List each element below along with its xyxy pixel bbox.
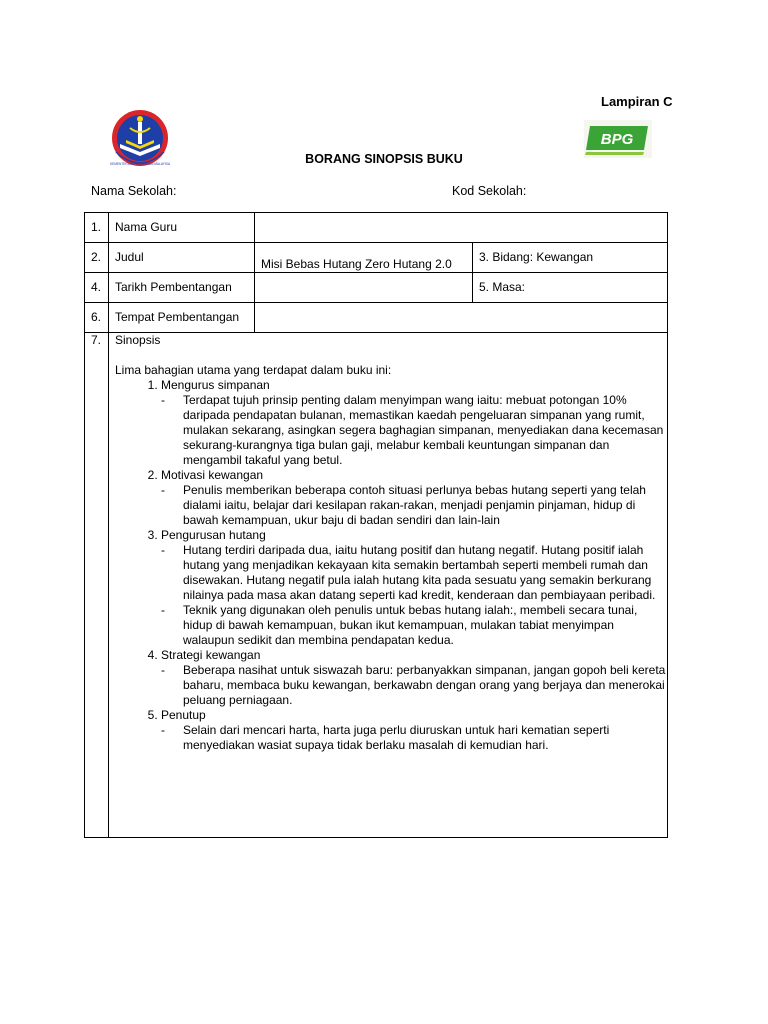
list-item: - Selain dari mencari harta, harta juga perlu diuruskan untuk hari kematian seperti menyediakan wasiat supaya tidak berlaku masalah di kemudian hari. xyxy=(161,723,610,752)
school-code-label: Kod Sekolah: xyxy=(452,184,527,198)
list-item xyxy=(161,528,667,648)
list-item xyxy=(161,708,667,753)
list-item: - Terdapat tujuh prinsip penting dalam menyimpan wang iaitu: mebuat potongan 10% daripada pendapatan bulanan, memastikan kaedah pengeluaran simpanan yang rumit, mulakan sekarang, asingkan segera baghagian simpanan, menyediakan dana kecemasan sekurang-kurangnya tiga bulan gaji, melabur kembali keuntungan simpanan dan mengambil takaful yang betul. xyxy=(161,393,664,467)
teacher-name-field[interactable] xyxy=(255,213,668,243)
row-label: Judul xyxy=(109,243,255,273)
section-title: Strategi kewangan xyxy=(161,648,261,662)
presentation-date-field[interactable] xyxy=(255,273,473,303)
list-item: - Hutang terdiri daripada dua, iaitu hutang positif dan hutang negatif. Hutang positif ialah hutang yang menjadikan kekayaan kita semakin bertambah seperti membeli rumah dan disewakan. Hutang negatif pula ialah hutang kita pada sesuatu yang semakin berkurang nilainya pada masa akan datang seperti kad kredit, kenderaan dan pembiayaan peribadi. xyxy=(161,543,656,602)
bpg-logo-text: BPG xyxy=(600,131,634,148)
table-row xyxy=(85,303,668,333)
row-number: 6. xyxy=(85,303,109,333)
row-label: Tempat Pembentangan xyxy=(109,303,255,333)
row-number: 4. xyxy=(85,273,109,303)
row-number: 7. xyxy=(85,333,109,838)
kpm-logo-text: KEMENTERIAN PENDIDIKAN MALAYSIA xyxy=(110,162,170,166)
section-title: Penutup xyxy=(161,708,206,722)
row-number: 2. xyxy=(85,243,109,273)
list-item xyxy=(161,378,667,468)
list-item: - Beberapa nasihat untuk siswazah baru: perbanyakkan simpanan, jangan gopoh beli kereta baharu, membaca buku kewangan, berkawabn dengan orang yang berjaya dan menerokai peluang perniagaan. xyxy=(161,663,666,707)
list-item: - Teknik yang digunakan oleh penulis untuk bebas hutang ialah:, membeli secara tunai, hidup di bawah kemampuan, bukan ikut kemampuan, mulakan tabiat menyimpan walaupun sedikit dan membina pendapatan kedua. xyxy=(161,603,638,647)
synopsis-form-table xyxy=(84,212,668,838)
table-row xyxy=(85,273,668,303)
row-label: Tarikh Pembentangan xyxy=(109,273,255,303)
list-item xyxy=(161,648,667,708)
table-row xyxy=(85,243,668,273)
section-title: Mengurus simpanan xyxy=(161,378,270,392)
form-title: BORANG SINOPSIS BUKU xyxy=(305,152,463,166)
synopsis-cell xyxy=(109,333,668,838)
table-row xyxy=(85,213,668,243)
list-item xyxy=(161,468,667,528)
presentation-venue-field[interactable] xyxy=(255,303,668,333)
synopsis-label: Sinopsis xyxy=(115,333,161,347)
table-row xyxy=(85,333,668,838)
appendix-label: Lampiran C xyxy=(601,94,673,109)
row-number: 1. xyxy=(85,213,109,243)
book-title-value[interactable]: Misi Bebas Hutang Zero Hutang 2.0 xyxy=(255,243,473,273)
field-label: 5. Masa: xyxy=(473,273,668,303)
synopsis-intro: Lima bahagian utama yang terdapat dalam buku ini: xyxy=(115,363,392,377)
school-name-label: Nama Sekolah: xyxy=(91,184,177,198)
field-label: 3. Bidang: Kewangan xyxy=(473,243,668,273)
synopsis-sections xyxy=(115,378,667,753)
list-item: - Penulis memberikan beberapa contoh situasi perlunya bebas hutang seperti yang telah dialami iaitu, belajar dari kesilapan rakan-rakan, menjadi penjamin pinjaman, hidup di bawah kemampuan, ukur baju di badan sendiri dan lain-lain xyxy=(161,483,646,527)
section-title: Motivasi kewangan xyxy=(161,468,264,482)
section-title: Pengurusan hutang xyxy=(161,528,266,542)
row-label: Nama Guru xyxy=(109,213,255,243)
